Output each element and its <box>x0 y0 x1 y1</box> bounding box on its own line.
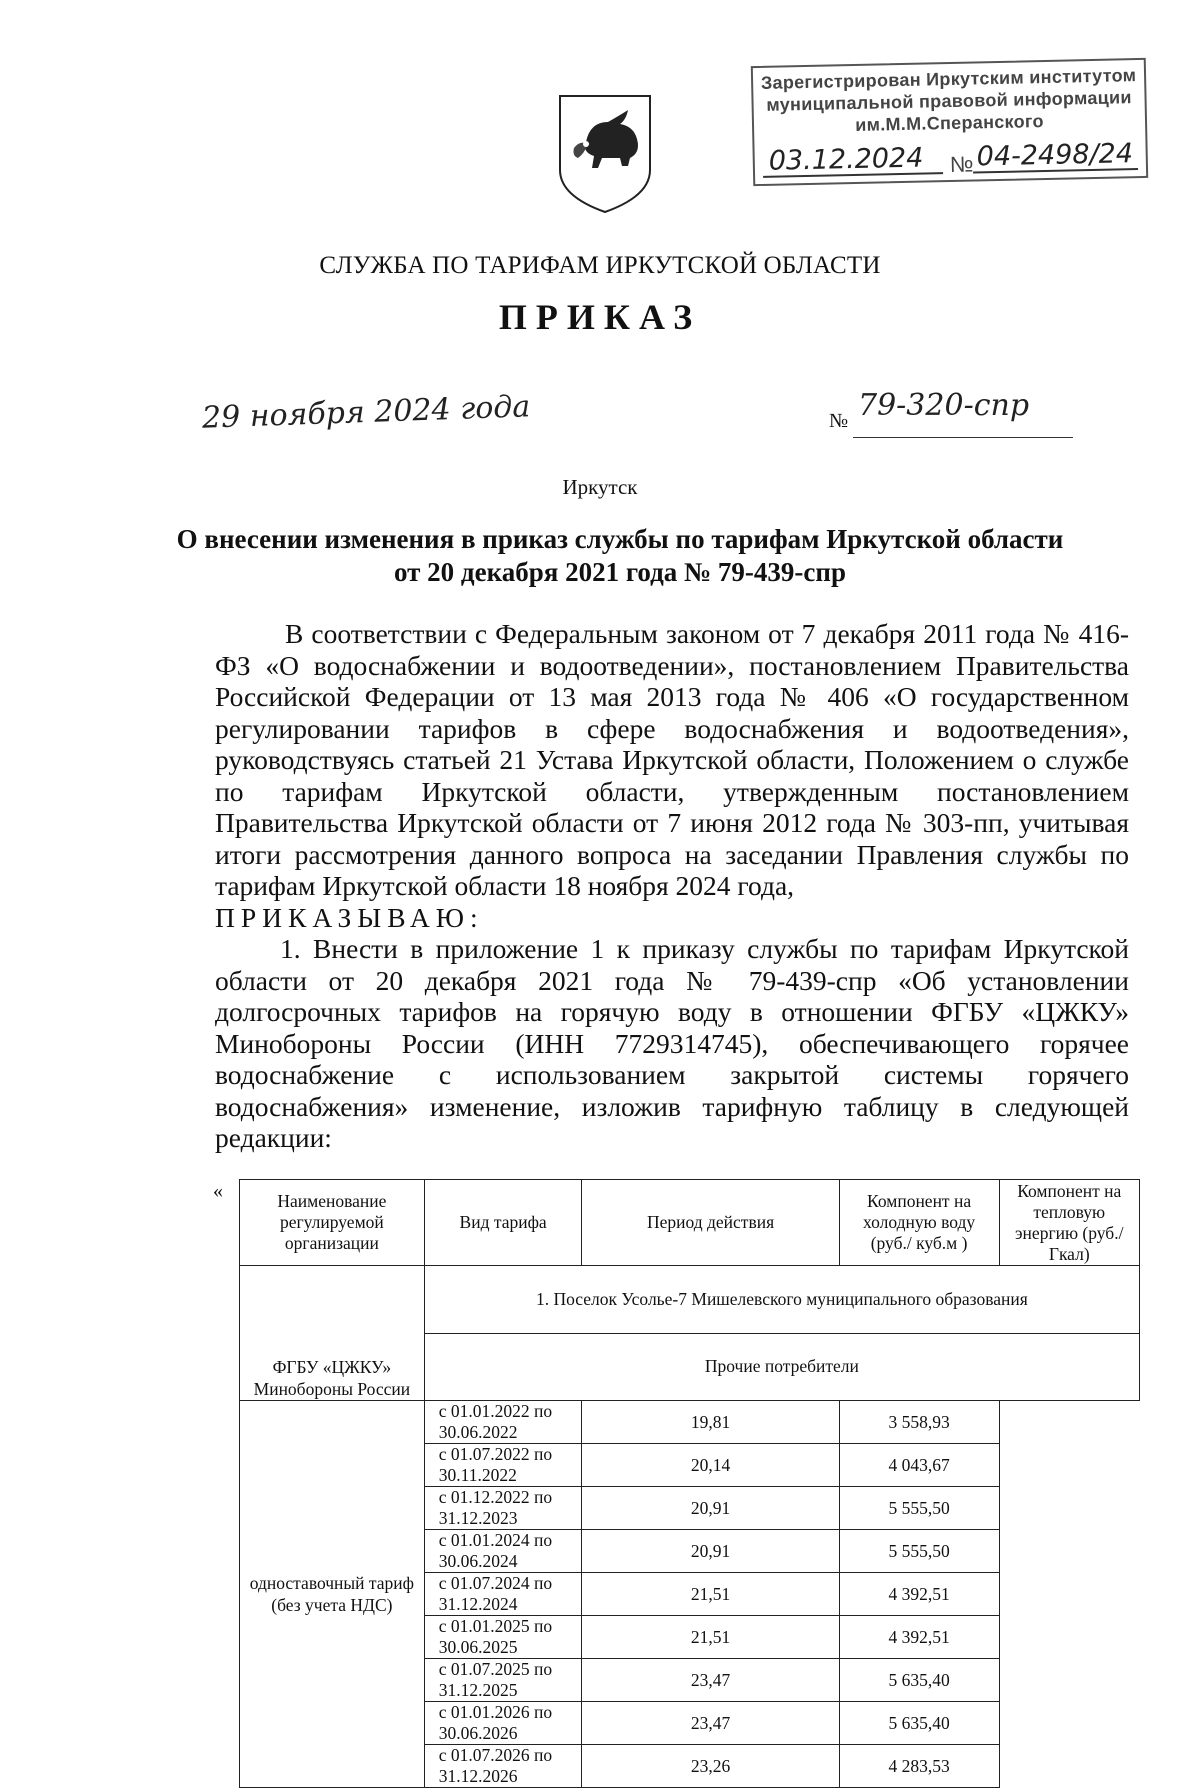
section-row <box>240 1266 1140 1334</box>
document-body <box>215 618 1129 1154</box>
heat-cell: 4 043,67 <box>839 1444 999 1487</box>
heat-cell: 4 392,51 <box>839 1573 999 1616</box>
heat-cell: 5 555,50 <box>839 1530 999 1573</box>
table-row <box>240 1401 1140 1444</box>
title-line-2: от 20 декабря 2021 года № 79-439-спр <box>394 557 846 587</box>
cold-water-cell: 23,26 <box>582 1745 839 1788</box>
coat-of-arms-icon <box>556 92 654 219</box>
stamp-line-1: Зарегистрирован Иркутским институтом <box>760 65 1137 93</box>
order-number-underline <box>853 437 1073 438</box>
header-heat: Компонент на тепловую энергию (руб./Гкал) <box>999 1180 1139 1266</box>
document-title <box>160 523 1080 589</box>
period-cell: с 01.01.2024 по 30.06.2024 <box>424 1530 582 1573</box>
registration-stamp <box>751 58 1148 186</box>
cold-water-cell: 19,81 <box>582 1401 839 1444</box>
cold-water-cell: 20,91 <box>582 1487 839 1530</box>
heat-cell: 5 635,40 <box>839 1702 999 1745</box>
order-date: 29 ноября 2024 года <box>201 389 531 436</box>
stamp-number: 04-2498/24 <box>976 138 1134 173</box>
order-number: 79-320-спр <box>858 388 1030 423</box>
heat-cell: 4 283,53 <box>839 1745 999 1788</box>
stamp-line-3: им.М.М.Сперанского <box>855 111 1044 135</box>
tariff-type-cell: одноставочный тариф (без учета НДС) <box>240 1401 425 1788</box>
cold-water-cell: 20,91 <box>582 1530 839 1573</box>
document-type: ПРИКАЗ <box>498 297 702 337</box>
period-cell: с 01.07.2026 по 31.12.2026 <box>424 1745 582 1788</box>
item-1-paragraph: 1. Внести в приложение 1 к приказу службы по тарифам Иркутской области от 20 декабря 2021 года № 79-439-спр «Об установлении долгосрочных тарифов на горячую воду в отношении ФГБУ «ЦЖКУ» Минобороны России (ИНН 7729314745), обеспечивающего горячее водоснабжение с использованием закрытой системы горячего водоснабжения» изменение, изложив тарифную таблицу в следующей редакции: <box>215 933 1129 1153</box>
subsection-cell: Прочие потребители <box>424 1333 1139 1401</box>
open-quote: « <box>213 1180 223 1202</box>
heat-cell: 3 558,93 <box>839 1401 999 1444</box>
order-number-label: № <box>829 410 849 432</box>
cold-water-cell: 23,47 <box>582 1702 839 1745</box>
stamp-line-2: муниципальной правовой информации <box>766 87 1132 115</box>
stamp-date: 03.12.2024 <box>768 142 924 177</box>
order-word: ПРИКАЗЫВАЮ: <box>215 901 484 933</box>
period-cell: с 01.01.2025 по 30.06.2025 <box>424 1616 582 1659</box>
city: Иркутск <box>562 475 638 499</box>
section-cell: 1. Поселок Усолье-7 Мишелевского муниципального образования <box>424 1266 1139 1334</box>
period-cell: с 01.07.2022 по 30.11.2022 <box>424 1444 582 1487</box>
organization-cell: ФГБУ «ЦЖКУ» Минобороны России <box>240 1266 425 1401</box>
header-cold-water: Компонент на холодную воду (руб./ куб.м ) <box>839 1180 999 1266</box>
cold-water-cell: 21,51 <box>582 1573 839 1616</box>
header-period: Период действия <box>582 1180 839 1266</box>
cold-water-cell: 23,47 <box>582 1659 839 1702</box>
organization-name: СЛУЖБА ПО ТАРИФАМ ИРКУТСКОЙ ОБЛАСТИ <box>319 252 881 279</box>
period-cell: с 01.07.2024 по 31.12.2024 <box>424 1573 582 1616</box>
header-tariff-type: Вид тарифа <box>424 1180 582 1266</box>
period-cell: с 01.12.2022 по 31.12.2023 <box>424 1487 582 1530</box>
heat-cell: 5 555,50 <box>839 1487 999 1530</box>
table-header-row <box>240 1180 1140 1266</box>
heat-cell: 4 392,51 <box>839 1616 999 1659</box>
cold-water-cell: 20,14 <box>582 1444 839 1487</box>
heat-cell: 5 635,40 <box>839 1659 999 1702</box>
header-org: Наименование регулируемой организации <box>240 1180 425 1266</box>
cold-water-cell: 21,51 <box>582 1616 839 1659</box>
stamp-number-label: № <box>949 151 974 177</box>
preamble-paragraph: В соответствии с Федеральным законом от 7 декабря 2011 года № 416-ФЗ «О водоснабжении и водоотведении», постановлением Правительства Российской Федерации от 13 мая 2013 года № 406 «О государственном регулировании тарифов в сфере водоснабжения и водоотведения», руководствуясь статьей 21 Устава Иркутской области, Положением о службе по тарифам Иркутской области, утвержденным постановлением Правительства Иркутской области от 7 июня 2012 года № 303-пп, учитывая итоги рассмотрения данного вопроса на заседании Правления службы по тарифам Иркутской области 18 ноября 2024 года, <box>215 618 1129 901</box>
period-cell: с 01.01.2026 по 30.06.2026 <box>424 1702 582 1745</box>
title-line-1: О внесении изменения в приказ службы по тарифам Иркутской области <box>176 524 1064 554</box>
period-cell: с 01.07.2025 по 31.12.2025 <box>424 1659 582 1702</box>
period-cell: с 01.01.2022 по 30.06.2022 <box>424 1401 582 1444</box>
